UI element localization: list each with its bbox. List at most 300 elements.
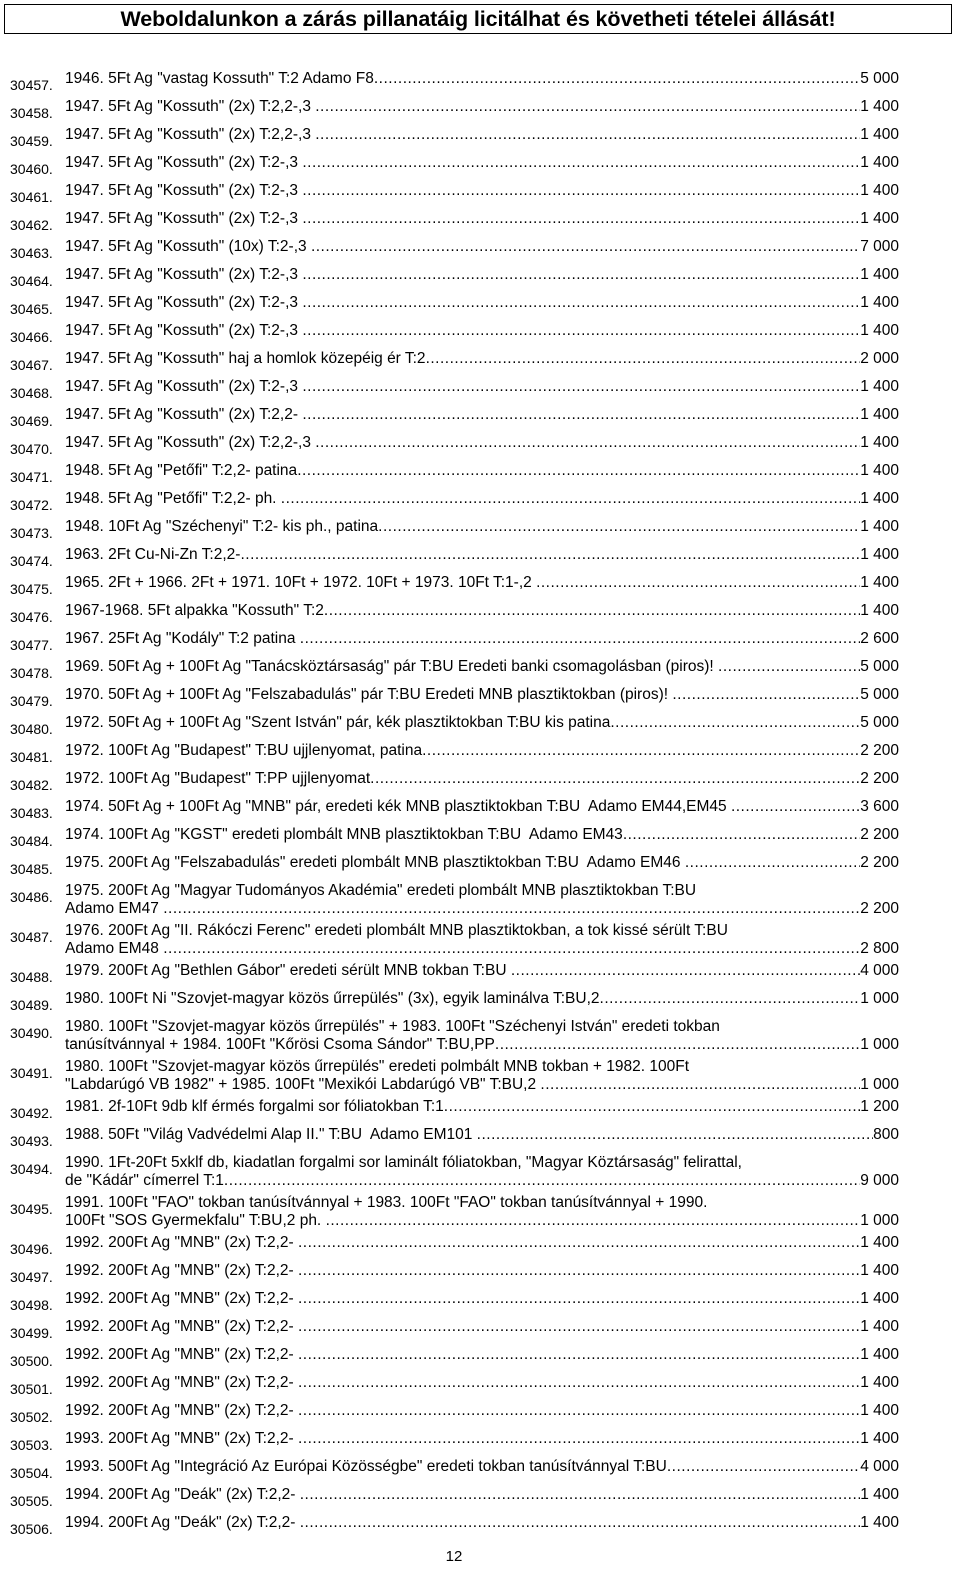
lot-description-row [65,210,899,228]
lot-description: 1947. 5Ft Ag "Kossuth" (2x) T:2-,3 [65,378,303,395]
lot-row [0,294,960,318]
dot-leader [302,294,860,312]
lot-body [65,1402,899,1420]
lot-description-row [65,742,899,760]
lot-description-row [65,962,899,980]
lot-number: 30498. [10,1297,53,1313]
lot-description-row [65,1098,899,1116]
lot-number: 30488. [10,969,53,985]
lot-description-line: 1975. 200Ft Ag "Magyar Tudományos Akadémia" eredeti plombált MNB plasztiktokban T:BU [65,882,697,899]
dot-leader [477,1126,873,1144]
lot-number: 30474. [10,553,53,569]
lot-row [0,238,960,262]
lot-row [0,1262,960,1286]
lot-description: 1967. 25Ft Ag "Kodály" T:2 patina [65,630,300,647]
dot-leader [495,1036,860,1054]
lot-description-row [65,1514,899,1532]
lot-description: 1992. 200Ft Ag "MNB" (2x) T:2,2- [65,1290,298,1307]
lot-number: 30485. [10,861,53,877]
dot-leader [297,462,860,480]
lot-body [65,126,899,144]
lot-description: 1992. 200Ft Ag "MNB" (2x) T:2,2- [65,1402,298,1419]
lot-body [65,630,899,648]
lot-description: 1947. 5Ft Ag "Kossuth" (2x) T:2,2-,3 [65,98,316,115]
lot-description-line: 1991. 100Ft "FAO" tokban tanúsítvánnyal + 1983. 100Ft "FAO" tokban tanúsítvánnyal + 1990. [65,1194,708,1211]
lot-starting-price: 1 000 [860,1036,899,1053]
lot-row [0,434,960,458]
lot-number: 30465. [10,301,53,317]
lot-body [65,882,899,918]
lot-body [65,1458,899,1476]
lot-number: 30484. [10,833,53,849]
lot-description-row [65,900,899,918]
lot-starting-price: 2 200 [860,826,899,843]
lot-row [0,1018,960,1054]
lot-number: 30461. [10,189,53,205]
dot-leader [302,406,860,424]
lot-description: 1947. 5Ft Ag "Kossuth" (2x) T:2-,3 [65,182,303,199]
lot-number: 30457. [10,77,53,93]
lot-body [65,1194,899,1230]
dot-leader [298,1290,860,1308]
lot-description-row [65,714,899,732]
lot-description-row [65,1402,899,1420]
lot-starting-price: 1 400 [860,1234,899,1251]
lot-body [65,1318,899,1336]
lot-starting-price: 1 400 [860,210,899,227]
lot-number: 30486. [10,889,53,905]
lot-number: 30471. [10,469,53,485]
lot-starting-price: 1 400 [860,322,899,339]
lot-description: 1975. 200Ft Ag "Felszabadulás" eredeti plombált MNB plasztiktokban T:BU Adamo EM46 [65,854,685,871]
lot-row [0,1402,960,1426]
lot-row [0,826,960,850]
lot-body [65,238,899,256]
lot-row [0,574,960,598]
dot-leader [298,1346,860,1364]
lot-body [65,70,899,88]
lot-starting-price: 1 400 [860,1346,899,1363]
lot-starting-price: 2 200 [860,742,899,759]
lot-body [65,462,899,480]
lot-number: 30463. [10,245,53,261]
lot-starting-price: 2 200 [860,770,899,787]
lot-row [0,630,960,654]
dot-leader [610,714,860,732]
lot-description-row [65,238,899,256]
lot-starting-price: 4 000 [860,1458,899,1475]
lot-number: 30469. [10,413,53,429]
lot-body [65,1514,899,1532]
lot-row [0,70,960,94]
lot-description-row [65,1318,899,1336]
lot-number: 30506. [10,1521,53,1537]
dot-leader [536,574,860,592]
lot-row [0,922,960,958]
lot-number: 30489. [10,997,53,1013]
lot-row [0,602,960,626]
lot-number: 30460. [10,161,53,177]
lot-number: 30476. [10,609,53,625]
lot-body [65,518,899,536]
lot-description: 1947. 5Ft Ag "Kossuth" (2x) T:2,2-,3 [65,434,316,451]
lot-starting-price: 1 400 [860,1318,899,1335]
lot-description: tanúsítvánnyal + 1984. 100Ft "Kőrösi Csoma Sándor" T:BU,PP [65,1036,495,1053]
lot-number: 30480. [10,721,53,737]
dot-leader [731,798,860,816]
lot-row [0,462,960,486]
lot-description: Adamo EM48 [65,940,164,957]
lot-description-row [65,70,899,88]
lot-row [0,798,960,822]
lot-description-row [65,940,899,958]
lot-row [0,770,960,794]
lot-description-line: 1980. 100Ft "Szovjet-magyar közös űrrepülés" eredeti polmbált MNB tokban + 1982. 100Ft [65,1058,690,1075]
lot-number: 30479. [10,693,53,709]
lot-number: 30491. [10,1065,53,1081]
dot-leader [298,1234,860,1252]
lot-body [65,962,899,980]
lot-number: 30475. [10,581,53,597]
dot-leader [511,962,860,980]
lot-description-row [65,1212,899,1230]
lot-body [65,1058,899,1094]
lot-number: 30478. [10,665,53,681]
lot-row [0,406,960,430]
dot-leader [298,1318,860,1336]
lot-body [65,350,899,368]
lot-description: "Labdarúgó VB 1982" + 1985. 100Ft "Mexikói Labdarúgó VB" T:BU,2 [65,1076,541,1093]
dot-leader [718,658,860,676]
lot-body [65,1018,899,1054]
lot-description-row [65,126,899,144]
lot-row [0,962,960,986]
lot-body [65,154,899,172]
lot-description: 1979. 200Ft Ag "Bethlen Gábor" eredeti sérült MNB tokban T:BU [65,962,511,979]
lot-description: 1972. 50Ft Ag + 100Ft Ag "Szent István" pár, kék plasztiktokban T:BU kis patina [65,714,611,731]
lot-body [65,922,899,958]
lot-description: 1993. 500Ft Ag "Integráció Az Európai Közösségbe" eredeti tokban tanúsítvánnyal T:BU [65,1458,667,1475]
lot-description-row [65,770,899,788]
dot-leader [600,990,861,1008]
lot-number: 30482. [10,777,53,793]
lot-starting-price: 1 400 [860,1290,899,1307]
lot-body [65,686,899,704]
lot-starting-price: 1 000 [860,1076,899,1093]
lot-description-row [65,1458,899,1476]
lot-starting-price: 1 400 [860,434,899,451]
lot-starting-price: 1 400 [860,406,899,423]
lot-starting-price: 1 400 [860,1262,899,1279]
lot-body [65,546,899,564]
lot-number: 30497. [10,1269,53,1285]
lot-description-row [65,630,899,648]
dot-leader [302,322,860,340]
lot-body [65,1430,899,1448]
dot-leader [315,98,860,116]
lot-body [65,322,899,340]
dot-leader [426,350,861,368]
lot-starting-price: 4 000 [860,962,899,979]
lot-starting-price: 1 400 [860,154,899,171]
lot-description-row [65,686,899,704]
lot-description-row [65,574,899,592]
lot-description: 1947. 5Ft Ag "Kossuth" haj a homlok közepéig ér T:2 [65,350,426,367]
lot-starting-price: 9 000 [860,1172,899,1189]
dot-leader [685,854,860,872]
lot-number: 30495. [10,1201,53,1217]
lot-description-row [65,1290,899,1308]
lot-number: 30502. [10,1409,53,1425]
lot-description: 1947. 5Ft Ag "Kossuth" (2x) T:2-,3 [65,322,303,339]
lot-starting-price: 2 000 [860,350,899,367]
lot-starting-price: 2 600 [860,630,899,647]
lot-description: 1947. 5Ft Ag "Kossuth" (2x) T:2-,3 [65,294,303,311]
lot-description: 1948. 10Ft Ag "Széchenyi" T:2- kis ph., patina [65,518,379,535]
lot-starting-price: 1 400 [860,266,899,283]
lot-description: 1963. 2Ft Cu-Ni-Zn T:2,2- [65,546,241,563]
lot-row [0,990,960,1014]
lot-row [0,1154,960,1190]
lot-number: 30494. [10,1161,53,1177]
lot-description-line: 1990. 1Ft-20Ft 5xklf db, kiadatlan forgalmi sor laminált fóliatokban, "Magyar Köztársaság" felirattal, [65,1154,742,1171]
dot-leader [378,518,860,536]
lot-starting-price: 3 600 [860,798,899,815]
lot-body [65,1486,899,1504]
lot-row [0,154,960,178]
lot-body [65,658,899,676]
lot-body [65,770,899,788]
lot-row [0,1194,960,1230]
lot-starting-price: 1 400 [860,1430,899,1447]
lot-row [0,126,960,150]
lot-row [0,546,960,570]
lot-row [0,1346,960,1370]
lot-description: 1992. 200Ft Ag "MNB" (2x) T:2,2- [65,1346,298,1363]
lot-starting-price: 1 400 [860,462,899,479]
lot-row [0,742,960,766]
lot-description: 1981. 2f-10Ft 9db klf érmés forgalmi sor fóliatokban T:1 [65,1098,444,1115]
dot-leader [300,630,860,648]
lot-number: 30505. [10,1493,53,1509]
lot-description: 1967-1968. 5Ft alpakka "Kossuth" T:2 [65,602,324,619]
lot-row [0,322,960,346]
lot-number: 30499. [10,1325,53,1341]
lot-description-row [65,1430,899,1448]
lot-description-row [65,1076,899,1094]
lot-body [65,98,899,116]
lot-starting-price: 7 000 [860,238,899,255]
lot-description: 1980. 100Ft Ni "Szovjet-magyar közös űrrepülés" (3x), egyik laminálva T:BU,2 [65,990,600,1007]
lot-description: 1947. 5Ft Ag "Kossuth" (2x) T:2-,3 [65,154,303,171]
lot-description-row [65,350,899,368]
lot-row [0,1318,960,1342]
lot-body [65,602,899,620]
dot-leader [302,378,860,396]
lot-description-row [65,182,899,200]
lot-description: 1947. 5Ft Ag "Kossuth" (2x) T:2,2- [65,406,303,423]
lot-starting-price: 2 800 [860,940,899,957]
lot-starting-price: 5 000 [860,70,899,87]
lot-body [65,406,899,424]
lot-description-line: 1980. 100Ft "Szovjet-magyar közös űrrepülés" + 1983. 100Ft "Széchenyi István" eredeti tokban [65,1018,720,1035]
lot-body [65,1154,899,1190]
lot-body [65,294,899,312]
lot-body [65,210,899,228]
dot-leader [422,742,860,760]
lot-row [0,1374,960,1398]
lot-row [0,490,960,514]
lot-description: 1992. 200Ft Ag "MNB" (2x) T:2,2- [65,1374,298,1391]
lot-starting-price: 1 400 [860,378,899,395]
lot-row [0,1058,960,1094]
lot-description-row [65,154,899,172]
lot-description: Adamo EM47 [65,900,164,917]
lot-row [0,378,960,402]
lot-body [65,182,899,200]
lot-number: 30481. [10,749,53,765]
dot-leader [672,686,860,704]
lot-description: 1992. 200Ft Ag "MNB" (2x) T:2,2- [65,1318,298,1335]
lot-row [0,210,960,234]
lot-description-row [65,602,899,620]
lot-starting-price: 1 400 [860,546,899,563]
lot-body [65,1346,899,1364]
dot-leader [315,434,860,452]
dot-leader [163,900,860,918]
lot-body [65,1126,899,1144]
lot-row [0,1486,960,1510]
lot-description-row [65,378,899,396]
lot-row [0,266,960,290]
lot-number: 30483. [10,805,53,821]
lot-description-row [65,294,899,312]
lot-body [65,742,899,760]
lot-description: 1946. 5Ft Ag "vastag Kossuth" T:2 Adamo F8 [65,70,374,87]
lot-description: 1972. 100Ft Ag "Budapest" T:PP ujjlenyomat [65,770,371,787]
dot-leader [667,1458,860,1476]
lot-number: 30464. [10,273,53,289]
dot-leader [311,238,860,256]
lot-description: 1974. 100Ft Ag "KGST" eredeti plombált MNB plasztiktokban T:BU Adamo EM43 [65,826,623,843]
lot-number: 30472. [10,497,53,513]
lot-description: 1994. 200Ft Ag "Deák" (2x) T:2,2- [65,1514,300,1531]
lot-starting-price: 5 000 [860,686,899,703]
lot-body [65,1262,899,1280]
lot-row [0,518,960,542]
lot-starting-price: 1 400 [860,1402,899,1419]
lot-description-row [65,434,899,452]
lot-starting-price: 1 400 [860,126,899,143]
lot-description: 1988. 50Ft "Világ Vadvédelmi Alap II." T:BU Adamo EM101 [65,1126,477,1143]
lot-row [0,1234,960,1258]
lot-description: 1947. 5Ft Ag "Kossuth" (2x) T:2-,3 [65,210,303,227]
lot-description-row [65,546,899,564]
lot-starting-price: 1 400 [860,182,899,199]
dot-leader [300,1514,860,1532]
lot-description-row [65,1262,899,1280]
lot-row [0,1430,960,1454]
lot-number: 30501. [10,1381,53,1397]
dot-leader [302,266,860,284]
lot-description-row [65,854,899,872]
lot-description: 1947. 5Ft Ag "Kossuth" (2x) T:2-,3 [65,266,303,283]
lot-description-row [65,98,899,116]
lot-body [65,798,899,816]
lot-starting-price: 5 000 [860,658,899,675]
lot-number: 30496. [10,1241,53,1257]
lot-description: 1965. 2Ft + 1966. 2Ft + 1971. 10Ft + 1972. 10Ft + 1973. 10Ft T:1-,2 [65,574,537,591]
lot-row [0,1290,960,1314]
lot-row [0,686,960,710]
lot-number: 30492. [10,1105,53,1121]
lot-description: 1992. 200Ft Ag "MNB" (2x) T:2,2- [65,1234,298,1251]
dot-leader [298,1262,860,1280]
lot-row [0,1458,960,1482]
lot-starting-price: 1 400 [860,602,899,619]
lot-description-row [65,1346,899,1364]
dot-leader [302,182,860,200]
lot-description-row [65,1374,899,1392]
lot-description: 100Ft "SOS Gyermekfalu" T:BU,2 ph. [65,1212,326,1229]
lot-description-row [65,1126,899,1144]
dot-leader [370,770,860,788]
lot-number: 30470. [10,441,53,457]
lot-row [0,1126,960,1150]
lot-description-row [65,406,899,424]
lot-starting-price: 1 400 [860,294,899,311]
lot-row [0,714,960,738]
lot-body [65,826,899,844]
lot-description: 1948. 5Ft Ag "Petőfi" T:2,2- ph. [65,490,281,507]
lot-description: 1947. 5Ft Ag "Kossuth" (2x) T:2,2-,3 [65,126,316,143]
lot-description-row [65,1234,899,1252]
lot-number: 30500. [10,1353,53,1369]
dot-leader [540,1076,860,1094]
lot-description-row [65,490,899,508]
dot-leader [240,546,860,564]
lot-starting-price: 1 400 [860,574,899,591]
lot-description: 1970. 50Ft Ag + 100Ft Ag "Felszabadulás" pár T:BU Eredeti MNB plasztiktokban (piros)! [65,686,673,703]
lot-description-row [65,462,899,480]
lot-starting-price: 1 000 [860,1212,899,1229]
lot-number: 30466. [10,329,53,345]
lot-number: 30493. [10,1133,53,1149]
lot-body [65,266,899,284]
lot-starting-price: 1 400 [860,1514,899,1531]
lot-description: 1969. 50Ft Ag + 100Ft Ag "Tanácsköztársaság" pár T:BU Eredeti banki csomagolásban (piros)! [65,658,719,675]
dot-leader [298,1374,860,1392]
dot-leader [300,1486,860,1504]
lot-description-row [65,798,899,816]
dot-leader [623,826,860,844]
lot-body [65,378,899,396]
lot-starting-price: 1 400 [860,98,899,115]
lot-description: 1993. 200Ft Ag "MNB" (2x) T:2,2- [65,1430,298,1447]
lot-description-row [65,518,899,536]
dot-leader [281,490,860,508]
lot-row [0,98,960,122]
lot-description: 1974. 50Ft Ag + 100Ft Ag "MNB" pár, eredeti kék MNB plasztiktokban T:BU Adamo EM44,EM45 [65,798,731,815]
lot-body [65,1234,899,1252]
dot-leader [326,1212,861,1230]
lot-starting-price: 1 000 [860,990,899,1007]
lot-description-row [65,322,899,340]
lot-description: 1948. 5Ft Ag "Petőfi" T:2,2- patina [65,462,298,479]
lot-number: 30490. [10,1025,53,1041]
page-header-banner [4,4,952,34]
lot-starting-price: 5 000 [860,714,899,731]
